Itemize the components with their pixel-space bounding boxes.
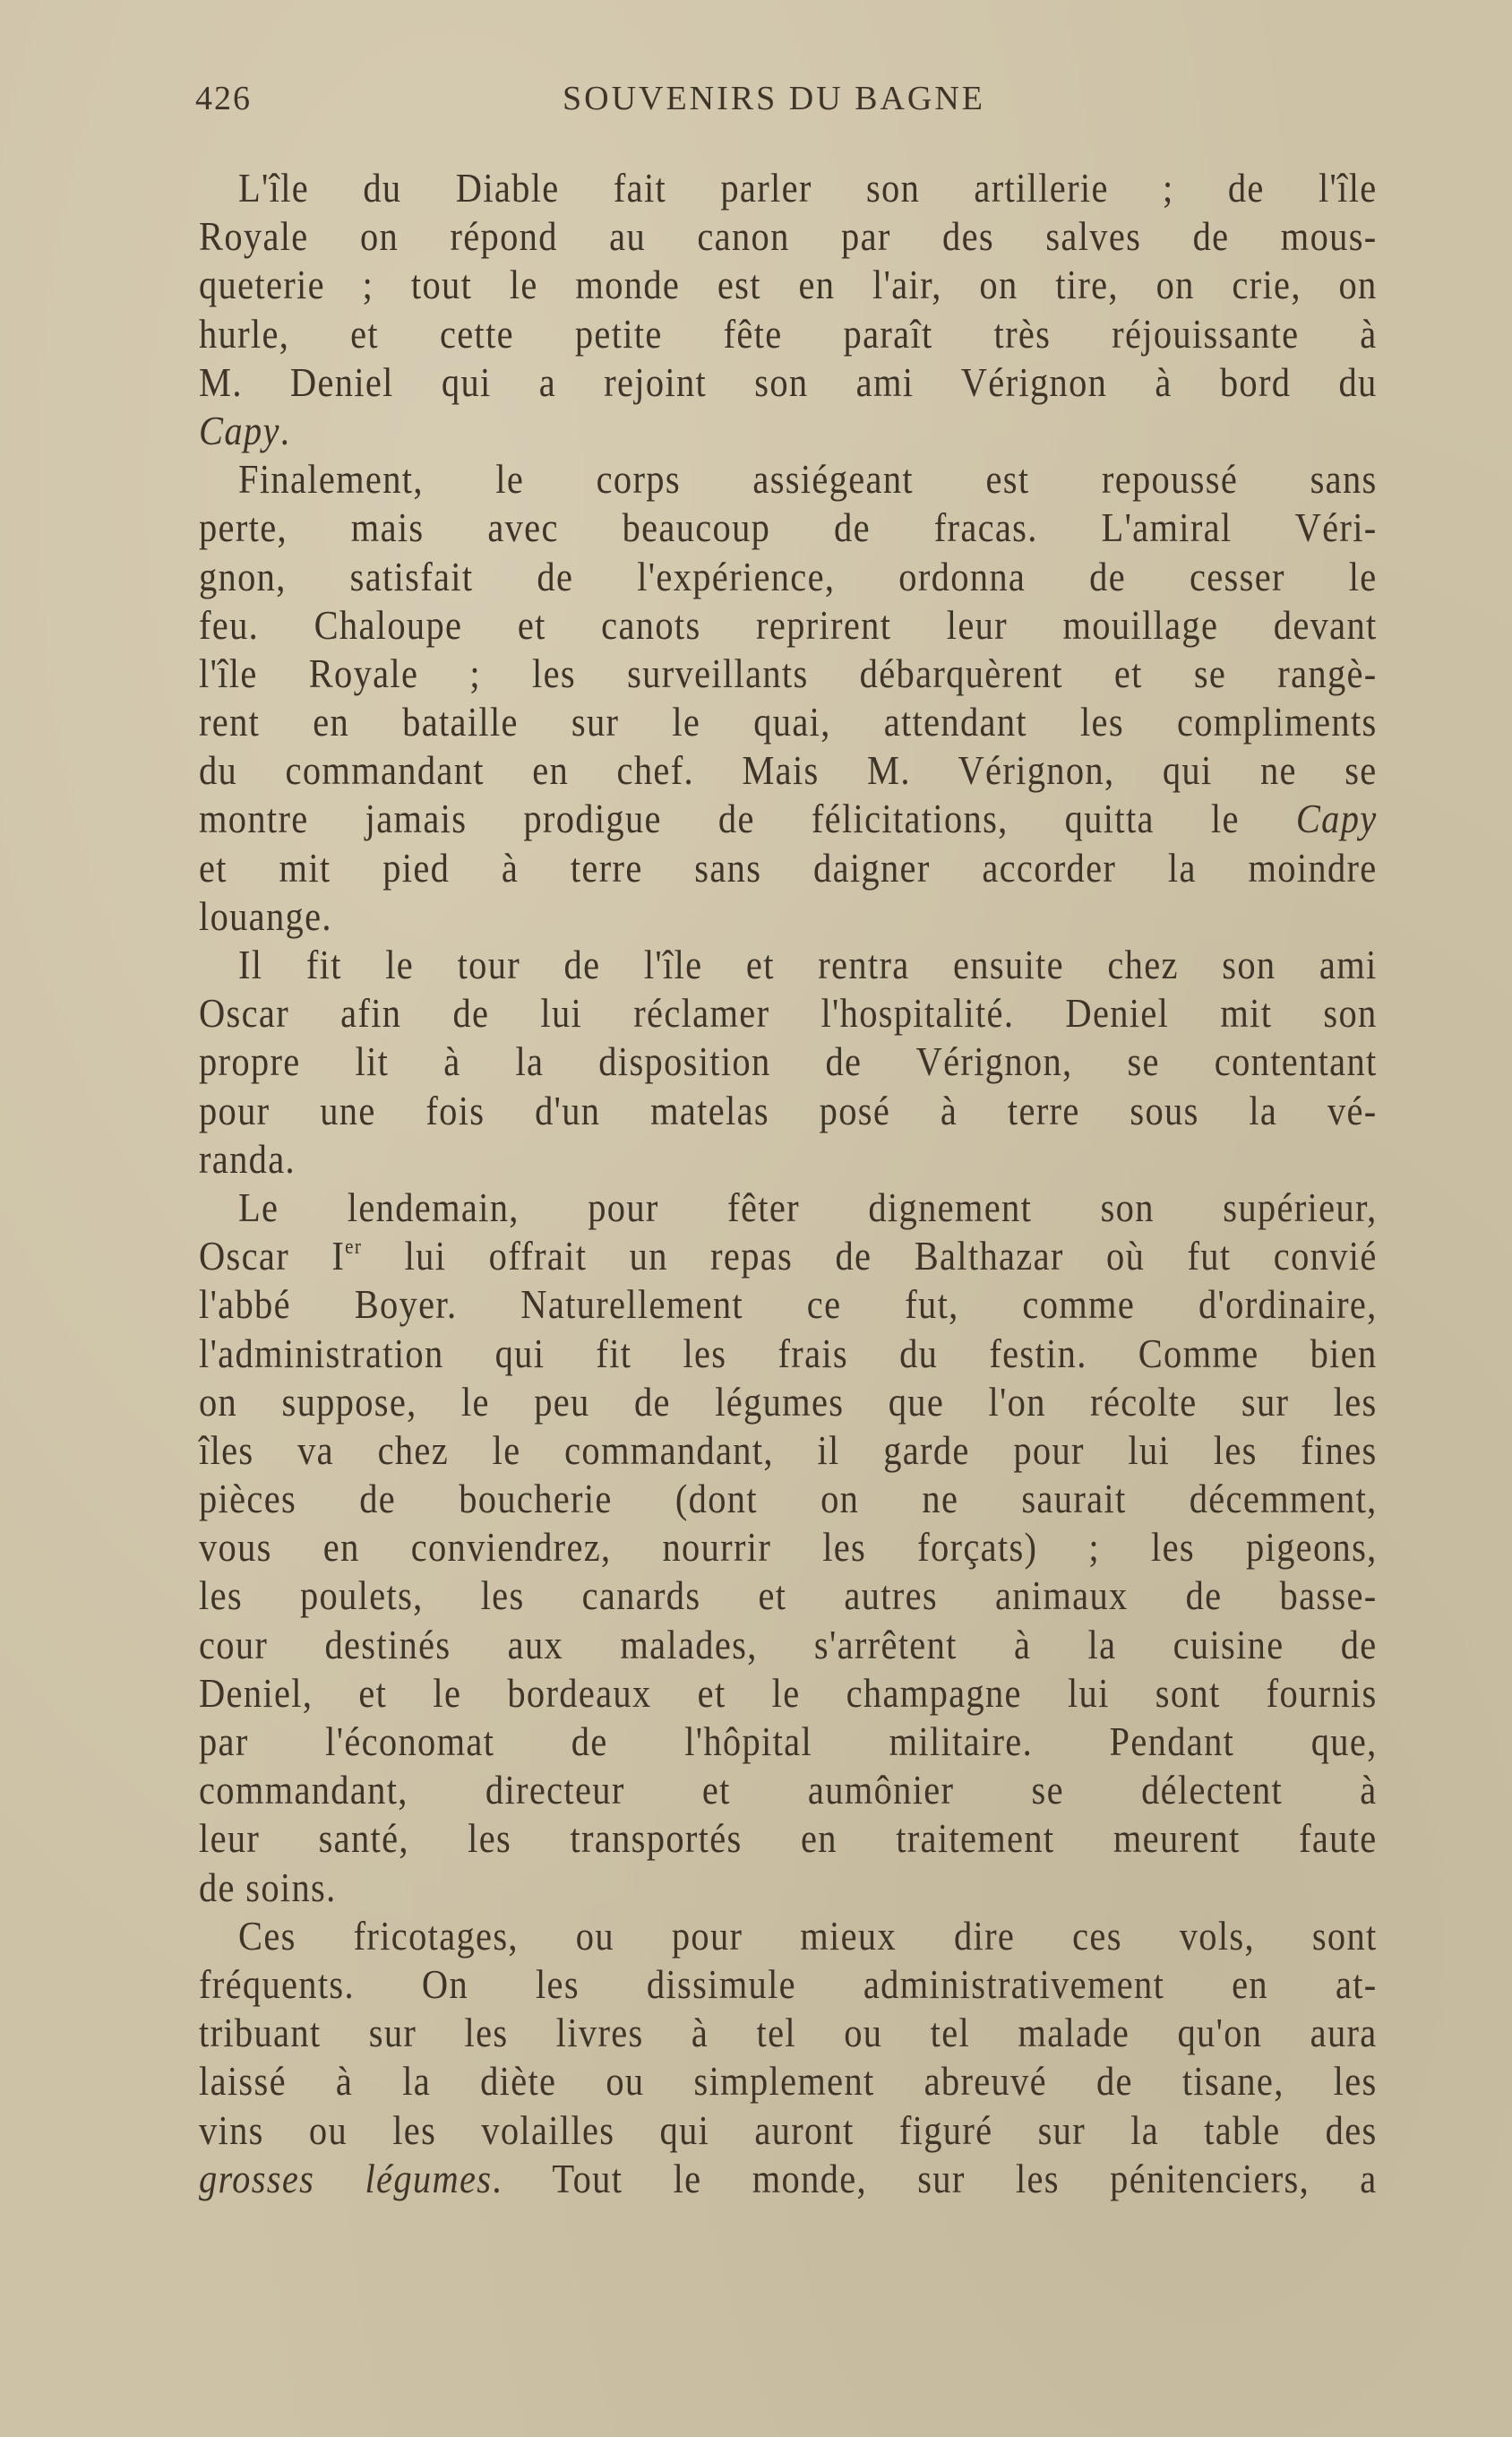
line-text: on suppose, le peu de légumes que l'on récolte sur les — [199, 1378, 1378, 1425]
line-text: du commandant en chef. Mais M. Vérignon, qui ne se — [199, 747, 1378, 794]
line-text: queterie ; tout le monde est en l'air, on tire, on crie, on — [199, 262, 1378, 308]
line-text: pour une fois d'un matelas posé à terre sous la vé- — [199, 1087, 1378, 1133]
text-line — [199, 1475, 1378, 1523]
text-line — [199, 601, 1378, 650]
line-text: L'île du Diable fait parler son artillerie ; de l'île — [238, 165, 1378, 211]
line-text: par l'économat de l'hôpital militaire. Pendant que, — [199, 1718, 1378, 1764]
text-line — [199, 1232, 1378, 1280]
body-text — [199, 164, 1378, 2203]
text-line — [199, 164, 1378, 212]
line-text: commandant, directeur et aumônier se délectent à — [199, 1767, 1378, 1813]
line-text: propre lit à la disposition de Vérignon, se contentant — [199, 1038, 1378, 1085]
line-text: Oscar afin de lui réclamer l'hospitalité. Deniel mit son — [199, 990, 1378, 1037]
text-line — [199, 2106, 1378, 2155]
line-text: Il fit le tour de l'île et rentra ensuite chez son ami — [238, 942, 1378, 987]
line-text: perte, mais avec beaucoup de fracas. L'amiral Véri- — [199, 504, 1378, 551]
line-text: . — [279, 407, 291, 453]
text-line — [199, 2009, 1378, 2057]
line-text: l'île Royale ; les surveillants débarquèrent et se rangè- — [199, 650, 1378, 696]
line-text: rent en bataille sur le quai, attendant les compliments — [199, 699, 1378, 745]
text-line — [199, 795, 1378, 843]
text-line — [199, 1669, 1378, 1718]
text-line — [199, 650, 1378, 698]
text-line — [199, 1718, 1378, 1766]
text-line — [199, 261, 1378, 309]
text-line — [199, 1087, 1378, 1135]
line-text: l'abbé Boyer. Naturellement ce fut, comme d'ordinaire, — [199, 1281, 1378, 1328]
line-text: Oscar I — [199, 1233, 346, 1279]
text-line — [199, 746, 1378, 795]
line-text: feu. Chaloupe et canots reprirent leur mouillage devant — [199, 601, 1378, 648]
line-text: Ces fricotages, ou pour mieux dire ces vols, sont — [238, 1912, 1378, 1959]
line-text: vous en conviendrez, nourrir les forçats) ; les pigeons, — [199, 1524, 1378, 1571]
text-line — [199, 1184, 1378, 1232]
line-text: les poulets, les canards et autres animaux de basse- — [199, 1572, 1378, 1619]
line-text: tribuant sur les livres à tel ou tel malade qu'on aura — [199, 2010, 1378, 2056]
running-title: SOUVENIRS DU BAGNE — [563, 80, 986, 117]
text-line — [199, 844, 1378, 892]
italic-text: Capy — [199, 407, 280, 453]
line-text: leur santé, les transportés en traitement meurent faute — [199, 1815, 1378, 1862]
text-line — [199, 504, 1378, 552]
line-text: hurle, et cette petite fête paraît très réjouissante à — [199, 310, 1378, 357]
text-line — [199, 1864, 1378, 1912]
text-line — [199, 892, 1378, 941]
text-line — [199, 1621, 1378, 1669]
line-text: Finalement, le corps assiégeant est repoussé sans — [238, 456, 1378, 503]
text-line — [199, 1523, 1378, 1572]
line-text: laissé à la diète ou simplement abreuvé de tisane, les — [199, 2058, 1378, 2105]
text-line — [199, 1572, 1378, 1620]
line-text: gnon, satisfait de l'expérience, ordonna de cesser le — [199, 553, 1378, 599]
text-line — [199, 1038, 1378, 1086]
line-text: . Tout le monde, sur les pénitenciers, a — [492, 2155, 1378, 2201]
line-text: l'administration qui fit les frais du festin. Comme bien — [199, 1330, 1378, 1376]
text-line — [199, 941, 1378, 989]
running-header — [195, 79, 1378, 124]
line-text: et mit pied à terre sans daigner accorder la moindre — [199, 844, 1378, 891]
text-line — [199, 698, 1378, 746]
line-text: pièces de boucherie (dont on ne saurait décemment, — [199, 1476, 1378, 1522]
line-text: randa. — [199, 1135, 296, 1182]
page-number: 426 — [195, 80, 252, 117]
text-line — [199, 2057, 1378, 2105]
text-line — [199, 2155, 1378, 2203]
line-text: Deniel, et le bordeaux et le champagne lui sont fournis — [199, 1669, 1378, 1716]
line-text: vins ou les volailles qui auront figuré sur la table des — [199, 2106, 1378, 2153]
text-line — [199, 1280, 1378, 1329]
text-line — [199, 455, 1378, 504]
text-line — [199, 1766, 1378, 1814]
text-line — [199, 407, 1378, 455]
line-text: louange. — [199, 892, 332, 939]
line-text: montre jamais prodigue de félicitations, quitta le — [199, 796, 1296, 842]
line-text: lui offrait un repas de Balthazar où fut convié — [362, 1233, 1378, 1279]
text-line — [199, 1814, 1378, 1863]
text-line — [199, 1426, 1378, 1475]
text-line — [199, 1378, 1378, 1426]
text-line — [199, 358, 1378, 407]
text-line — [199, 1912, 1378, 1960]
italic-text: grosses légumes — [199, 2155, 493, 2201]
line-text: îles va chez le commandant, il garde pour lui les fines — [199, 1426, 1378, 1473]
line-text: M. Deniel qui a rejoint son ami Vérignon à bord du — [199, 358, 1378, 405]
line-text: Royale on répond au canon par des salves de mous- — [199, 213, 1378, 260]
line-text: cour destinés aux malades, s'arrêtent à la cuisine de — [199, 1621, 1378, 1667]
text-line — [199, 310, 1378, 358]
text-line — [199, 212, 1378, 261]
text-line — [199, 1330, 1378, 1378]
text-line — [199, 553, 1378, 601]
text-line — [199, 989, 1378, 1038]
superscript: er — [345, 1236, 363, 1260]
text-line — [199, 1960, 1378, 2009]
italic-text: Capy — [1295, 796, 1378, 842]
line-text: de soins. — [199, 1864, 337, 1910]
line-text: fréquents. On les dissimule administrativement en at- — [199, 1960, 1378, 2007]
line-text: Le lendemain, pour fêter dignement son supérieur, — [238, 1184, 1378, 1230]
text-line — [199, 1135, 1378, 1184]
